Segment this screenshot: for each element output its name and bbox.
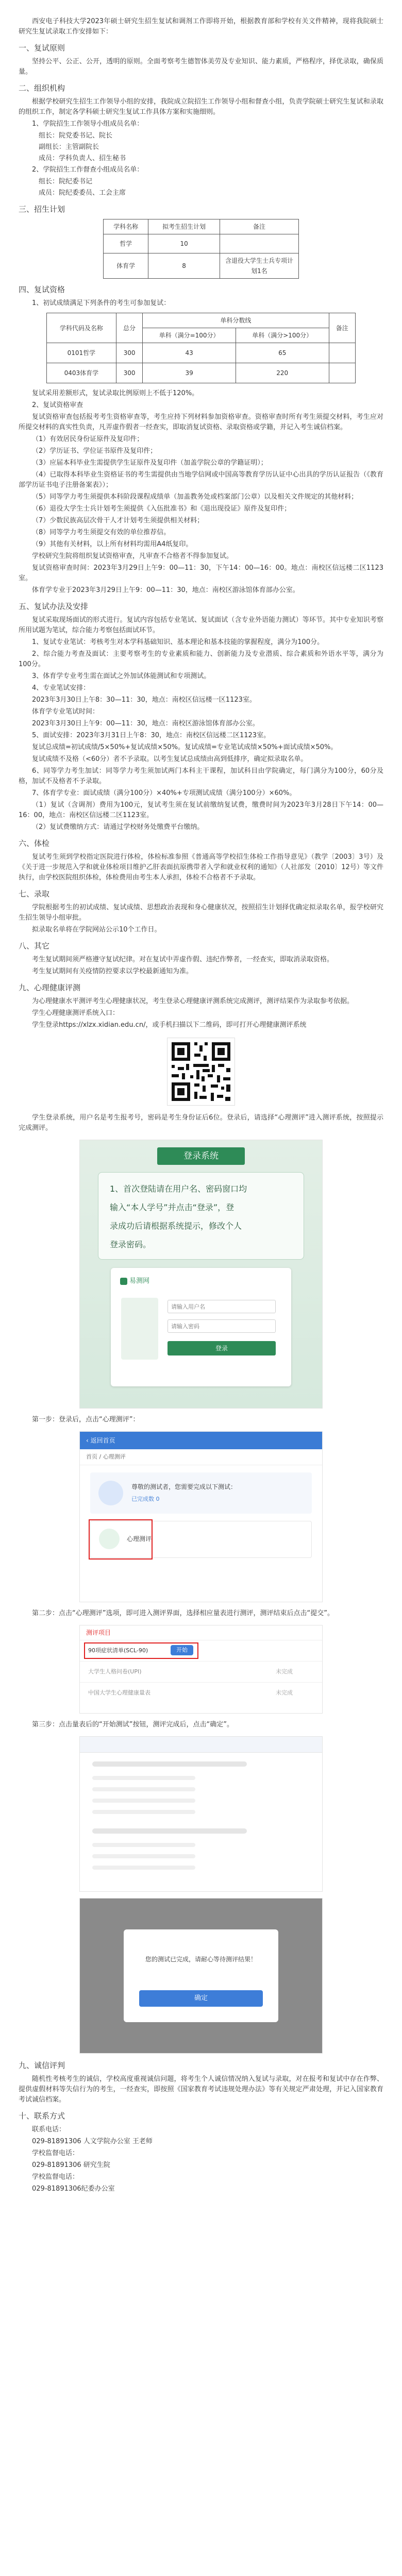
paragraph: 复试考生须到学校指定医院进行体检，体检标准参照《普通高等学校招生体检工作指导意见》（教学〔2003〕3号）及《关于进一步规范入学和就业体检项目维护乙肝表面抗原携带者入学和就业权利的通知》（人社部发〔2010〕12号）等文件执行，由学校医院组织体检，体检费用由考生本人承担，体检不合格者不予录取。 — [19, 853, 383, 882]
qr-code-image — [167, 1038, 235, 1106]
list-item: 3、体育学专业考生需在面试之外加试体能测试和专项测试。 — [32, 672, 211, 680]
answer-line — [92, 1799, 195, 1803]
table-cell: 0403体育学 — [47, 363, 116, 383]
table-header: 备注 — [220, 219, 299, 234]
paragraph: 随机性考核考生的诚信，学校高度重视诚信问题，将考生个人诚信情况纳入复试与录取，对在报考和复试中存在作弊、提供虚假材料等失信行为的考生，一经查实，即按照《国家教育考试违规处理办法》等有关规定严肃处理，并记入国家教育考试诚信档案。 — [19, 2075, 383, 2104]
table-cell: 220 — [236, 363, 329, 383]
section-title: 十、联系方式 — [19, 2111, 65, 2121]
table-cell: 65 — [236, 343, 329, 363]
paragraph: 第三步：点击量表后的“开始测试”按钮，测评完成后，点击“确定”。 — [32, 1721, 233, 1728]
contact-line: 029-81891306 研究生院 — [32, 2161, 110, 2169]
list-item: 成员：院纪委委员、工会主席 — [39, 189, 126, 197]
psych-test-card[interactable] — [90, 1521, 312, 1558]
paragraph: 学生登录https://xlzx.xidian.edu.cn/，或手机扫描以下二维码，即可打开心理健康测评系统 — [32, 1021, 307, 1029]
answer-line — [92, 1854, 195, 1858]
table-cell: 8 — [148, 253, 220, 279]
portal-header — [80, 1432, 322, 1449]
paragraph: 体育学专业笔试时间： — [32, 708, 99, 716]
table-header: 学科名称 — [104, 219, 148, 234]
list-item: （7）少数民族高层次骨干人才计划考生须提供相关材料； — [32, 517, 204, 524]
paragraph: 7、体育学专业：面试成绩（满分100分）×40%+专项测试成绩（满分100分）×60%。 — [32, 789, 296, 797]
paragraph: （1）复试（含调剂）费用为100元，复试考生须在复试前缴纳复试费，缴费时间为2023年3月28日下午14：00—16：00，地点：南校区信远楼二区1123室。 — [19, 801, 383, 819]
back-link[interactable]: 返回首页 — [90, 1437, 115, 1444]
list-item: （8）同等学力考生须提交有效的单位推荐信。 — [32, 529, 171, 536]
list-item: 2、学院招生工作督查小组成员名单： — [32, 166, 144, 174]
scale-header: 测评项目 — [80, 1625, 322, 1640]
scale-name: 90项症状清单(SCL-90) — [88, 1647, 148, 1654]
table-row — [104, 253, 299, 279]
list-item: 组长：院纪委书记 — [39, 178, 93, 185]
tip-text: 尊敬的测试者，您需要完成以下测试： — [131, 1483, 237, 1490]
paragraph: 学生登录系统，用户名是考生报考号，密码是考生身份证后6位。登录后，请选择“心理测评”进入测评系统，按照提示完成测评。 — [19, 1114, 383, 1132]
paragraph: 复试成绩不及格（<60分）者不予录取。以考生复试总成绩由高到低排序，确定拟录取名单。 — [32, 755, 308, 763]
table-cell — [329, 343, 355, 363]
highlight-frame — [89, 1519, 153, 1560]
status-text: 未完成 — [276, 1689, 293, 1696]
username-input[interactable] — [167, 1300, 276, 1313]
table-cell: 10 — [148, 234, 220, 253]
table-header: 单科（满分=100分） — [143, 328, 236, 343]
paragraph: 坚持公平、公正、公开，透明的原则。全面考察考生德智体美劳及专业知识、能力素质，严格程序，择优录取，确保质量。 — [19, 58, 383, 76]
list-item: （2）学历证书、学位证书原件及复印件； — [32, 447, 157, 455]
status-text: 未完成 — [276, 1668, 293, 1675]
intro-paragraph: 西安电子科技大学2023年硕士研究生招生复试和调剂工作即将开始，根据教育部和学校有关文件精神，现将我院硕士研究生复试录取工作安排如下： — [19, 18, 383, 36]
dialog-box — [124, 1929, 278, 2022]
answer-line — [92, 1866, 195, 1870]
paragraph: 为心理健康水平测评考生心理健康状况，考生登录心理健康评测系统完成测评，测评结果作为录取参考依据。 — [32, 997, 354, 1005]
paragraph: （2）复试费缴纳方式：请通过学校财务处缴费平台缴纳。 — [32, 823, 204, 831]
section-title: 一、复试原则 — [19, 43, 65, 53]
table-header: 总分 — [116, 313, 142, 343]
paragraph: 4、专业笔试安排： — [32, 684, 90, 692]
login-notice — [98, 1172, 304, 1260]
question-header — [80, 1737, 322, 1753]
table-header: 拟考生招生计划 — [148, 219, 220, 234]
portal-screenshot — [79, 1431, 323, 1602]
password-input[interactable] — [167, 1319, 276, 1333]
paragraph: 学生心理健康测评系统入口： — [32, 1009, 120, 1017]
table-cell — [220, 234, 299, 253]
login-notice-line: 录成功后请根据系统提示，修改个人 — [110, 1221, 242, 1231]
question-line — [92, 1761, 247, 1767]
login-screenshot — [79, 1140, 323, 1409]
table-header: 单科分数线 — [143, 313, 329, 328]
login-notice-line: 输入“本人学号”并点击“登录”，登 — [110, 1202, 234, 1212]
paragraph: 复试采取现场面试的形式进行。复试内容包括专业笔试、复试面试（含专业外语能力测试）等环节。其中专业知识考察所用试题为笔试，综合能力考察包括面试环节。 — [19, 616, 383, 634]
brand-name: 易测网 — [129, 1277, 150, 1285]
table-cell: 哲学 — [104, 234, 148, 253]
section-title: 七、录取 — [19, 889, 50, 899]
enrollment-plan-table — [103, 219, 299, 279]
login-notice-line: 登录密码。 — [110, 1240, 152, 1249]
brand-logo — [120, 1276, 149, 1286]
table-row — [47, 363, 356, 383]
section-title: 三、招生计划 — [19, 205, 65, 214]
table-row — [104, 234, 299, 253]
answer-line — [92, 1810, 195, 1814]
paragraph: 考生复试期间有关疫情防控要求以学校最新通知为准。 — [32, 968, 193, 975]
user-avatar — [98, 1481, 123, 1505]
paragraph: 2023年3月30日上午9：00—11：30，地点：南校区游泳馆体育部办公室。 — [32, 720, 259, 727]
table-cell: 300 — [116, 363, 142, 383]
back-arrow-icon[interactable]: ‹ — [86, 1437, 89, 1444]
paragraph: 1、初试成绩满足下列条件的考生可参加复试： — [32, 299, 171, 307]
list-item: （3）应届本科毕业生需提供学生证原件及复印件（加盖学院公章的学籍证明）； — [32, 459, 267, 467]
table-cell: 300 — [116, 343, 142, 363]
login-title: 登录系统 — [157, 1147, 245, 1165]
completion-count: 已完成数 0 — [131, 1496, 160, 1502]
login-notice-line: 1、首次登陆请在用户名、密码窗口均 — [110, 1184, 247, 1194]
paragraph: 学校研究生院将组织复试资格审查，凡审查不合格者不得参加复试。 — [32, 552, 233, 560]
scale-name: 大学生人格问卷(UPI) — [88, 1668, 142, 1675]
scale-row — [80, 1640, 322, 1662]
paragraph: 根据学校研究生招生工作领导小组的安排，我院成立院招生工作领导小组和督查小组，负责学院硕士研究生复试和录取的组织工作，制定各学科硕士研究生复试工作具体方案和实施细则。 — [19, 98, 383, 116]
login-form-card — [111, 1268, 291, 1386]
table-cell: 39 — [143, 363, 236, 383]
scale-row — [80, 1683, 322, 1703]
paragraph: 拟录取名单将在学院网站公示10个工作日。 — [32, 926, 161, 934]
table-cell: 43 — [143, 343, 236, 363]
list-item: （1）有效居民身份证原件及复印件； — [32, 435, 144, 443]
paragraph: 复试资格审查时间：2023年3月29日上午9：00—11：30，下午14：00—16：00。地点：南校区信远楼二区1123室。 — [19, 564, 383, 582]
list-item: （4）已取得本科毕业生资格证书的考生需提供由当地学信网或中国高等教育学历认证中心出具的学历认证报告（《教育部学历证书电子注册备案表》）； — [19, 471, 383, 489]
paragraph: 第一步：登录后，点击“心理测评”： — [32, 1416, 140, 1423]
answer-line — [92, 1787, 195, 1791]
list-item: 1、学院招生工作领导小组成员名单： — [32, 120, 144, 128]
start-test-button[interactable]: 开始 — [171, 1645, 193, 1655]
table-header: 单科（满分>100分） — [236, 328, 329, 343]
table-cell: 体育学 — [104, 253, 148, 279]
list-item: （5）同等学力考生须提供本科阶段课程成绩单（加盖教务处或档案部门公章）以及相关文件规定的其他材料； — [32, 493, 358, 501]
list-item: 2、综合能力考查及面试：主要考察考生的专业素质和能力、创新能力及专业潜质、综合素质和外语水平等，满分为100分。 — [19, 650, 383, 668]
paragraph: 学院根据考生的初试成绩、复试成绩、思想政治表现和身心健康状况，按照招生计划择优确定拟录取名单，报学校研究生招生领导小组审批。 — [19, 904, 383, 922]
section-title: 六、体检 — [19, 839, 50, 848]
paragraph: 5、面试安排：2023年3月31日上午8：30，地点：南校区信远楼二区1123室。 — [32, 732, 271, 739]
login-button[interactable]: 登录 — [167, 1341, 276, 1355]
list-item: 组长：院党委书记、院长 — [39, 132, 113, 140]
section-title: 五、复试办法及安排 — [19, 602, 89, 611]
paragraph: 第二步：点击“心理测评”选项，即可进入测评界面，选择相应量表进行测评，测评结束后点击“提交”。 — [32, 1609, 334, 1617]
contact-line: 029-81891306纪委办公室 — [32, 2185, 115, 2193]
confirm-button[interactable]: 确定 — [139, 1990, 263, 2007]
breadcrumb: 首页 / 心理测评 — [80, 1449, 322, 1465]
table-row — [47, 343, 356, 363]
answer-line — [92, 1843, 195, 1847]
table-cell: 含退役大学生士兵专项计划1名 — [220, 253, 299, 279]
contact-line: 029-81891306 人文学院办公室 王老师 — [32, 2138, 153, 2145]
score-line-table — [46, 313, 356, 383]
dialog-message: 您的测试已完成，请耐心等待测评结果！ — [145, 1956, 257, 1963]
paragraph: 2023年3月30日上午8：30—11：30，地点：南校区信远楼一区1123室。 — [32, 696, 256, 704]
section-title: 九、心理健康评测 — [19, 983, 81, 992]
list-item: 成员：学科负责人、招生秘书 — [39, 155, 126, 162]
list-item: （9）其他有关材料，以上所有材料均需用A4纸复印。 — [32, 540, 193, 548]
paragraph: 体育学专业于2023年3月29日上午9：00—11：30，地点：南校区游泳馆体育部办公室。 — [32, 586, 299, 594]
section-title: 九、诚信评判 — [19, 2061, 65, 2070]
section-title: 四、复试资格 — [19, 285, 65, 294]
table-header: 学科代码及名称 — [47, 313, 116, 343]
highlight-frame — [84, 1642, 198, 1659]
tip-panel — [90, 1472, 312, 1514]
list-item: 副组长：主管副院长 — [39, 143, 99, 151]
paragraph: 6、同等学力考生加试：同等学力考生须加试两门本科主干课程，加试科目由学院确定，每门满分为100分，60分及格，加试不及格者不予录取。 — [19, 767, 383, 785]
table-header: 备注 — [329, 313, 355, 343]
scale-list-screenshot — [79, 1625, 323, 1714]
paragraph: 复试总成绩=初试成绩/5×50%+复试成绩×50%。复试成绩=专业笔试成绩×50%+面试成绩×50%。 — [32, 743, 338, 751]
completion-dialog-screenshot — [79, 1898, 323, 2054]
illustration-image — [121, 1298, 158, 1360]
question-screenshot — [79, 1736, 323, 1892]
contact-line: 学校监督电话： — [32, 2149, 79, 2157]
section-title: 八、其它 — [19, 941, 50, 951]
scale-row — [80, 1662, 322, 1683]
contact-line: 联系电话： — [32, 2126, 66, 2133]
table-cell: 0101哲学 — [47, 343, 116, 363]
question-line — [92, 1828, 247, 1834]
scale-name: 中国大学生心理健康量表 — [88, 1689, 150, 1696]
paragraph: 考生复试期间须严格遵守复试纪律。对在复试中弄虚作假、违纪作弊者，一经查实，即取消录取资格。 — [32, 956, 334, 963]
logo-icon — [120, 1278, 127, 1285]
list-item: （6）退役大学生士兵计划考生须提供《入伍批准书》和《退出现役证》原件及复印件； — [32, 505, 291, 513]
list-item: 1、复试专业笔试：考核考生对本学科基础知识、基本理论和基本技能的掌握程度，满分为100分。 — [32, 638, 324, 646]
answer-line — [92, 1776, 195, 1780]
card-label: 心理测评 — [127, 1535, 152, 1543]
section-title: 二、组织机构 — [19, 83, 65, 93]
paragraph: 复试资格审查包括报考考生资格审查等，考生应持下列材料参加资格审查。资格审查时所有考生须提交材料，考生应对所提交材料的真实性负责，凡弄虚作假者一经查实，即取消复试资格、录取资格或学籍，并记入考生诚信档案。 — [19, 413, 383, 431]
contact-line: 学校监督电话： — [32, 2173, 79, 2181]
paragraph: 2、复试资格审查 — [32, 401, 83, 409]
table-cell — [329, 363, 355, 383]
paragraph: 复试采用差额形式，复试录取比例原则上不低于120%。 — [32, 389, 199, 397]
